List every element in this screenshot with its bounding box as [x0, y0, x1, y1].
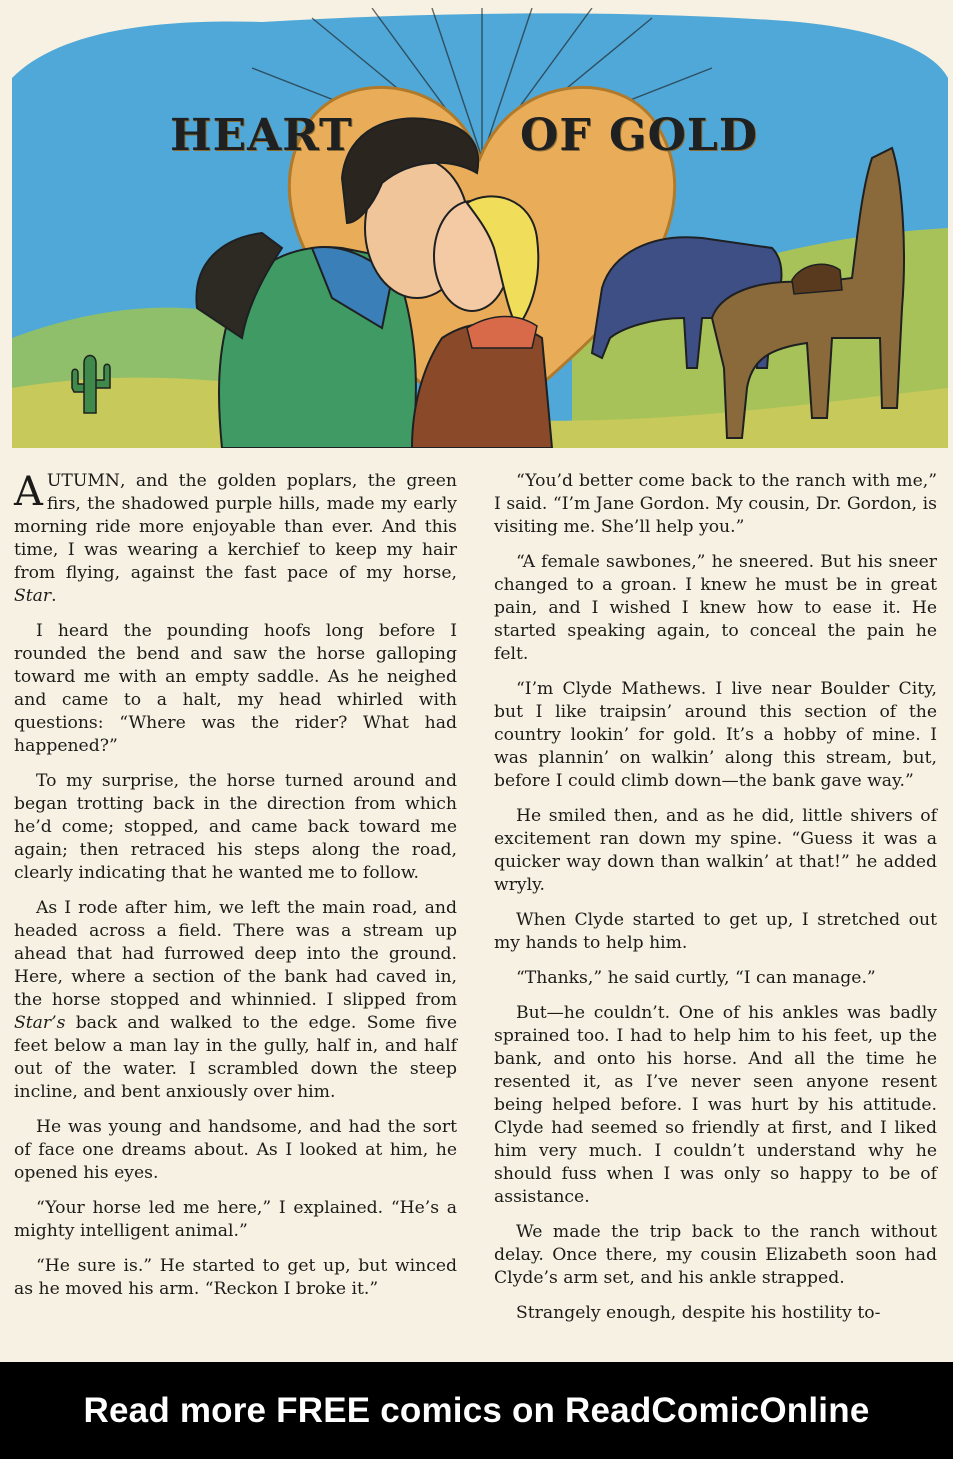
story-paragraph: “Thanks,” he said curtly, “I can manage.”	[516, 968, 876, 988]
title-word-gold: GOLD	[609, 110, 758, 161]
story-paragraph: “You’d better come back to the ranch with me,” I said. “I’m Jane Gordon. My cousin, Dr. Gordon, is visiting me. She’ll help you.”	[494, 471, 937, 537]
opening-word: UTUMN	[46, 471, 120, 491]
footer-banner-text[interactable]: Read more FREE comics on ReadComicOnline	[83, 1390, 870, 1430]
splash-illustration	[12, 8, 948, 448]
story-column-right	[494, 470, 937, 1337]
story-paragraph: To my surprise, the horse turned around and began trotting back in the direction from which he’d come; stopped, and came back toward me again; then retraced his steps along the road, clearly indicating that he wanted me to follow.	[14, 771, 457, 883]
splash-art	[12, 8, 948, 448]
story-paragraph: “I’m Clyde Mathews. I live near Boulder City, but I like traipsin’ around this section of the country lookin’ for gold. It’s a hobby of mine. I was plannin’ on walkin’ along this stream, but, before I could climb down—the bank gave way.”	[494, 679, 937, 791]
story-paragraph: He was young and handsome, and had the sort of face one dreams about. As I looked at him, he opened his eyes.	[14, 1117, 457, 1183]
horse-name: Star	[14, 586, 52, 606]
story-paragraph: I heard the pounding hoofs long before I rounded the bend and saw the horse galloping toward me with an empty saddle. As he neighed and came to a halt, my head whirled with questions: “Where was the rider? What had happened?”	[14, 621, 457, 756]
story-column-left	[14, 470, 457, 1313]
paragraph-end: .	[51, 586, 57, 606]
story-paragraph: When Clyde started to get up, I stretched out my hands to help him.	[494, 910, 937, 953]
story-paragraph: “He sure is.” He started to get up, but winced as he moved his arm. “Reckon I broke it.”	[14, 1256, 457, 1299]
title-word-of: OF	[520, 110, 592, 161]
story-paragraph	[14, 470, 457, 608]
story-paragraph	[14, 897, 457, 1104]
paragraph-text: back and walked to the edge. Some five feet below a man lay in the gully, half in, and half out of the water. I scrambled down the steep incline, and bent anxiously over him.	[14, 1013, 457, 1102]
story-paragraph: We made the trip back to the ranch without delay. Once there, my cousin Elizabeth soon had Clyde’s arm set, and his ankle strapped.	[494, 1222, 937, 1288]
drop-cap: A	[14, 469, 43, 515]
story-paragraph: He smiled then, and as he did, little shivers of excitement ran down my spine. “Guess it was a quicker way down than walkin’ at that!” he added wryly.	[494, 806, 937, 895]
paragraph-text: As I rode after him, we left the main road, and headed across a field. There was a stream up ahead that had furrowed deep into the ground. Here, where a section of the bank had caved in, the horse stopped and whinnied. I slipped from	[14, 898, 457, 1010]
footer-banner[interactable]	[0, 1362, 953, 1459]
paragraph-text: , and the golden poplars, the green firs, the shadowed purple hills, made my early morning ride more enjoyable than ever. And this time, I was wearing a kerchief to keep my hair from flying, against the fast pace of my horse,	[14, 471, 457, 583]
title-word-heart: HEART	[170, 110, 353, 161]
story-paragraph: “Your horse led me here,” I explained. “He’s a mighty intelligent animal.”	[14, 1198, 457, 1241]
story-paragraph: But—he couldn’t. One of his ankles was badly sprained too. I had to help him to his feet, up the bank, and onto his horse. And all the time he resented it, as I’ve never seen anyone resent being helped before. I was hurt by his attitude. Clyde had seemed so friendly at first, and I liked him very much. I couldn’t understand why he should fuss when I was only so happy to be of assistance.	[494, 1003, 937, 1207]
story-paragraph: Strangely enough, despite his hostility to-	[516, 1303, 881, 1323]
horse-name: Star’s	[14, 1013, 66, 1033]
story-paragraph: “A female sawbones,” he sneered. But his sneer changed to a groan. I knew he must be in great pain, and I wished I knew how to ease it. He started speaking again, to conceal the pain he felt.	[494, 552, 937, 664]
